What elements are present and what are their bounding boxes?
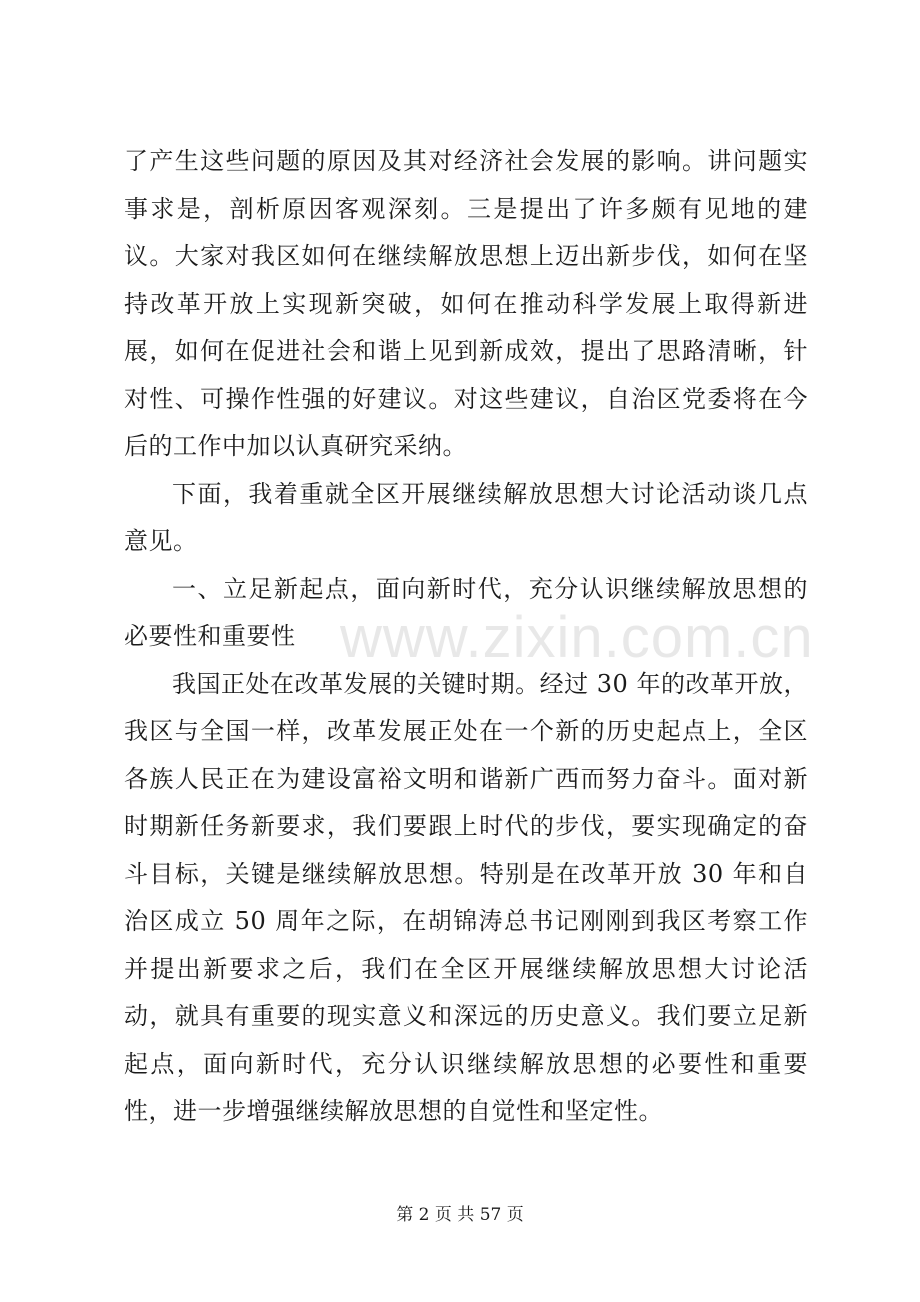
section-heading-one: 一、立足新起点，面向新时代，充分认识继续解放思想的必要性和重要性 (124, 574, 808, 650)
paragraph-intro: 下面，我着重就全区开展继续解放思想大讨论活动谈几点意见。 (124, 479, 808, 555)
document-body (124, 138, 808, 1136)
page-number-footer: 第 2 页 共 57 页 (396, 1205, 524, 1225)
paragraph-section-one-body: 我国正处在改革发展的关键时期。经过 30 年的改革开放，我区与全国一样，改革发展正处在一个新的历史起点上，全区各族人民正在为建设富裕文明和谐新广西而努力奋斗。面对新时期新任务新要求，我们要跟上时代的步伐，要实现确定的奋斗目标，关键是继续解放思想。特别是在改革开放 30 年和自治区成立 50 周年之际，在胡锦涛总书记刚刚到我区考察工作并提出新要求之后，我们在全区开展继续解放思想大讨论活动，就具有重要的现实意义和深远的历史意义。我们要立足新起点，面向新时代，充分认识继续解放思想的必要性和重要性，进一步增强继续解放思想的自觉性和坚定性。 (124, 669, 808, 1125)
watermark: www.zixin.com.cn (340, 605, 814, 670)
paragraph-continuation: 了产生这些问题的原因及其对经济社会发展的影响。讲问题实事求是，剖析原因客观深刻。三是提出了许多颇有见地的建议。大家对我区如何在继续解放思想上迈出新步伐，如何在坚持改革开放上实现新突破，如何在推动科学发展上取得新进展，如何在促进社会和谐上见到新成效，提出了思路清晰，针对性、可操作性强的好建议。对这些建议，自治区党委将在今后的工作中加以认真研究采纳。 (124, 147, 808, 460)
